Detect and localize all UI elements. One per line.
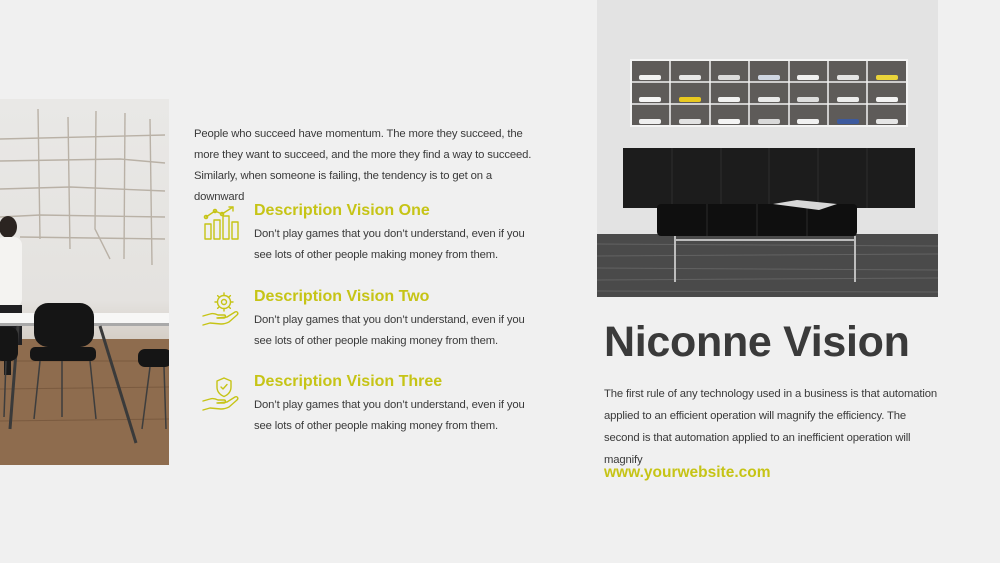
shield-hand-icon (200, 375, 242, 413)
feature-text: Don’t play games that you don’t understand, even if you see lots of other people making money from them. (254, 399, 525, 432)
feature-text: Don’t play games that you don’t understand, even if you see lots of other people making money from them. (254, 228, 525, 261)
office-meeting-room-photo (0, 99, 169, 465)
feature-title: Description Vision Three (254, 373, 443, 390)
growth-chart-icon (200, 204, 242, 242)
vision-paragraph: The first rule of any technology used in a business is that automation applied to an efficient operation will magnify the efficiency. The second is that automation applied to an inefficient operation will magnify (604, 388, 937, 466)
gear-hand-icon (200, 290, 242, 328)
feature-title: Description Vision Two (254, 288, 430, 305)
car-display-shelf-photo (597, 0, 938, 297)
feature-text: Don’t play games that you don’t understand, even if you see lots of other people making money from them. (254, 314, 525, 347)
vision-title: Niconne Vision (604, 318, 910, 366)
feature-title: Description Vision One (254, 202, 430, 219)
website-link[interactable]: www.yourwebsite.com (604, 464, 771, 481)
intro-paragraph: People who succeed have momentum. The more they succeed, the more they want to succeed, and the more they find a way to succeed. Similarly, when someone is failing, the tendency is to get on a downward (194, 128, 532, 203)
